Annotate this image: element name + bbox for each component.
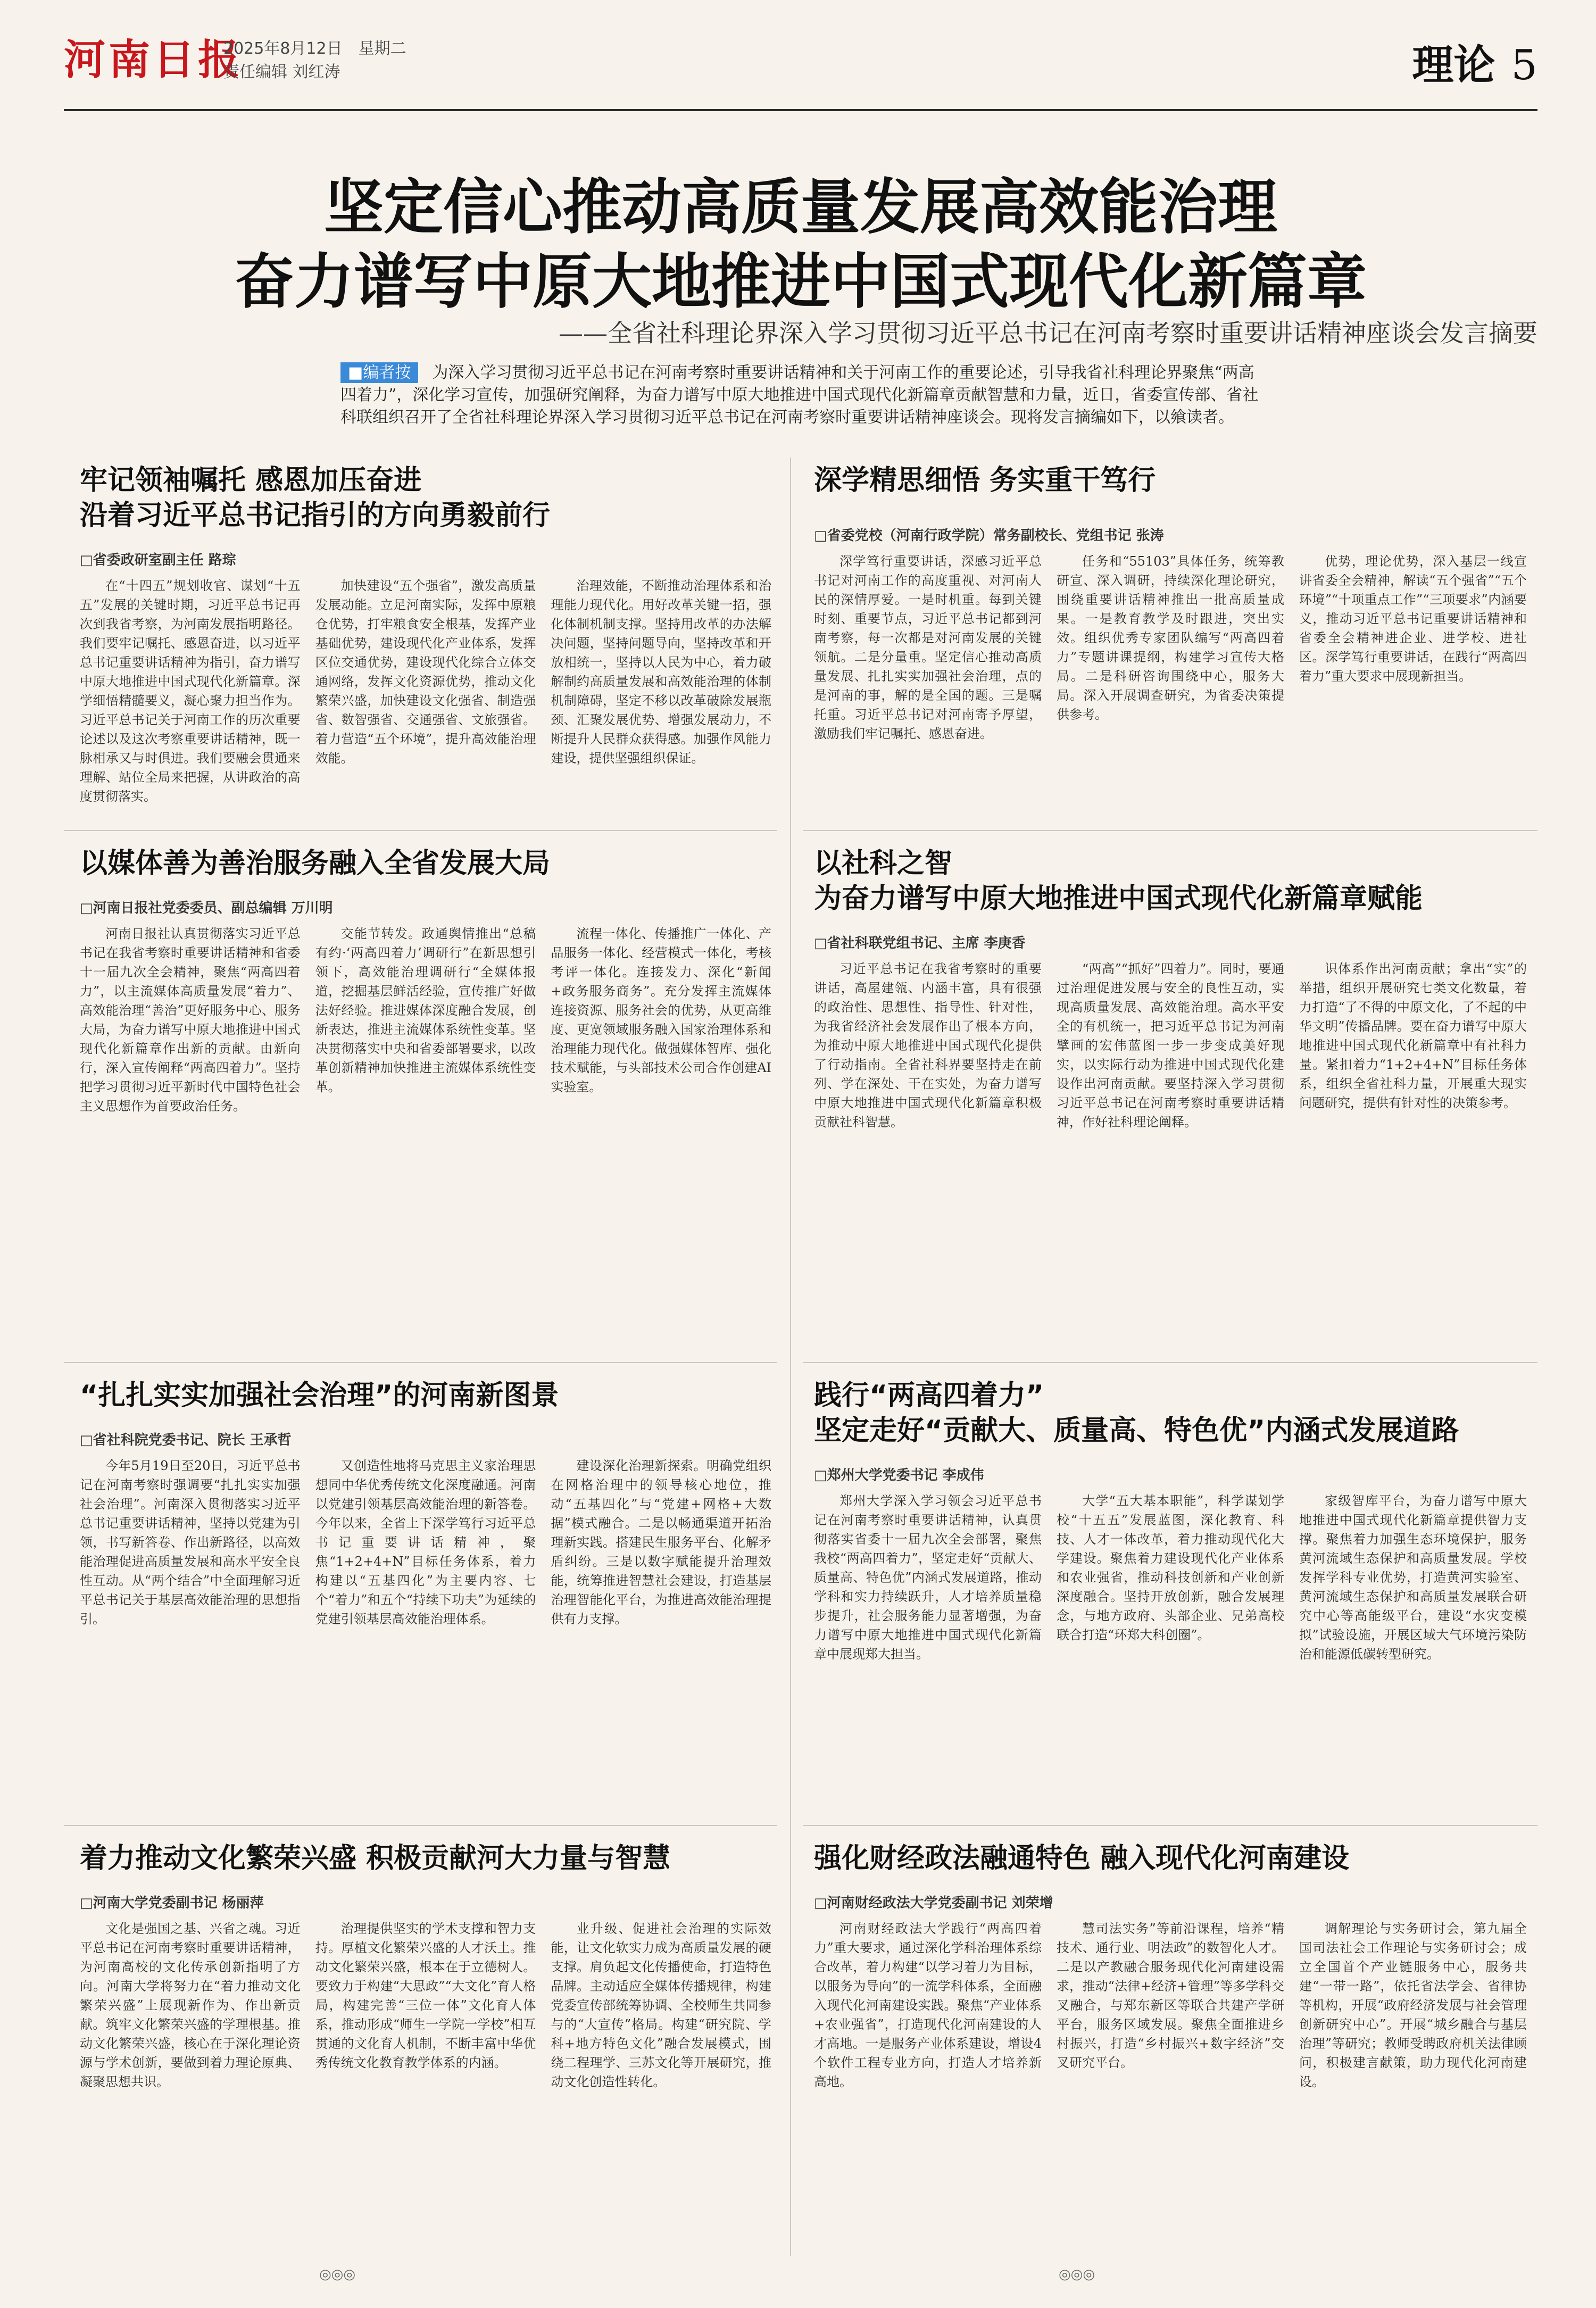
article-henan-daily <box>80 846 771 1346</box>
section-label: 理论 <box>1412 41 1495 89</box>
article-column: 在“十四五”规划收官、谋划“十五五”发展的关键时期，习近平总书记再次到我省考察，为河南发展指明路径。我们要牢记嘱托、感恩奋进，以习近平总书记重要讲话精神为指引，奋力谱写中原大地推进中国式现代化新篇章。深学细悟精髓要义，凝心聚力担当作为。习近平总书记关于河南工作的历次重要论述以及这次考察重要讲话精神，既一脉相承又与时俱进。我们要融会贯通来理解、站位全局来把握，从讲政治的高度贯彻落实。 <box>80 578 301 804</box>
article-column: 治理效能，不断推动治理体系和治理能力现代化。用好改革关键一招，强化体制机制支撑。坚持用改革的办法解决问题，坚持问题导向，坚持改革和开放相统一，坚持以人民为中心，着力破解制约高质量发展和高效能治理的体制机制障碍，坚定不移以改革破除发展瓶颈、汇聚发展优势、增强发展动力，不断提升人民群众获得感。加强作风能力建设，提供坚强组织保证。 <box>551 578 772 766</box>
newspaper-logo: 河南日报 <box>64 36 243 84</box>
article-column: 深学笃行重要讲话，深感习近平总书记对河南工作的高度重视、对河南人民的深情厚爱。一是时机重。每到关键时刻、重要节点，习近平总书记都到河南考察，每一次都是对河南发展的关键领航。二是分量重。坚定信心推动高质量发展、扎扎实实加强社会治理，点的是河南的事，解的是全国的题。三是嘱托重。习近平总书记对河南寄予厚望，激励我们牢记嘱托、感恩奋进。 <box>814 554 1042 741</box>
article-column: 又创造性地将马克思主义家治理思想同中华优秀传统文化深度融通。河南以党建引领基层高效能治理的新答卷。今年以来，全省上下深学笃行习近平总书记重要讲话精神，聚焦“1+2+4+N”目标任务体系，着力构建以“五基四化”为主要内容、七个“着力”和五个“持续下功夫”为延续的党建引领基层高效能治理体系。 <box>315 1458 536 1626</box>
issue-weekday: 星期二 <box>358 39 406 58</box>
article-column: 河南财经政法大学践行“两高四着力”重大要求，通过深化学科治理体系综合改革，着力构建“以学习着力为目标，以服务为导向”的一流学科体系，全面融入现代化河南建设实践。聚焦“产业体系+农业强省”，打造现代化河南建设的人才高地。一是服务产业体系建设，增设4个软件工程专业方向，打造人才培养新高地。 <box>814 1921 1042 2089</box>
article-title: 强化财经政法融通特色 融入现代化河南建设 <box>814 1842 1350 1874</box>
headline-line-1: 坚定信心推动高质量发展高效能治理 <box>324 173 1277 242</box>
page-number: 5 <box>1511 41 1537 89</box>
article-byline: □省委政研室副主任 路琮 <box>80 552 236 568</box>
article-column: 今年5月19日至20日，习近平总书记在河南考察时强调要“扎扎实实加强社会治理”。河南深入贯彻落实习近平总书记重要讲话精神，坚持以党建为引领，书写新答卷、作出新路径，以高效能治理促进高质量发展和高水平安全良性互动。从“两个结合”中全面理解习近平总书记关于基层高效能治理的思想指引。 <box>80 1458 301 1626</box>
article-column: 郑州大学深入学习领会习近平总书记在河南考察时重要讲话精神，认真贯彻落实省委十一届九次全会部署，聚焦我校“两高四着力”，坚定走好“贡献大、质量高、特色优”内涵式发展道路，推动学科和实力持续跃升，人才培养质量稳步提升，社会服务能力显著增强，为奋力谱写中原大地推进中国式现代化新篇章中展现郑大担当。 <box>814 1493 1042 1662</box>
headline-deck: ——全省社科理论界深入学习贯彻习近平总书记在河南考察时重要讲话精神座谈会发言摘要 <box>559 319 1537 347</box>
article-byline: □河南财经政法大学党委副书记 刘荣增 <box>814 1895 1053 1911</box>
row-divider <box>64 1362 777 1363</box>
article-column: 文化是强国之基、兴省之魂。习近平总书记在河南考察时重要讲话精神，为河南高校的文化传承创新指明了方向。河南大学将努力在“着力推动文化繁荣兴盛”上展现新作为、作出新贡献。筑牢文化繁荣兴盛的学理根基。推动文化繁荣兴盛，核心在于深化理论资源与学术创新，要做到着力理论原典、凝聚思想共识。 <box>80 1921 301 2089</box>
article-title: 以媒体善为善治服务融入全省发展大局 <box>80 848 551 879</box>
footer-ornament-right: ◎◎◎ <box>1059 2267 1095 2282</box>
article-byline: □郑州大学党委书记 李成伟 <box>814 1467 984 1483</box>
editor-note-text: 为深入学习贯彻习近平总书记在河南考察时重要讲话精神和关于河南工作的重要论述，引导我省社科理论界聚焦“两高四着力”，深化学习宣传，加强研究阐释，为奋力谱写中原大地推进中国式现代化新篇章贡献智慧和力量，近日，省委宣传部、省社科联组织召开了全省社科理论界深入学习贯彻习近平总书记在河南考察时重要讲话精神座谈会。现将发言摘编如下，以飨读者。 <box>340 363 1259 427</box>
article-zhengzhou-university <box>814 1378 1527 1814</box>
article-byline: □省社科联党组书记、主席 李庚香 <box>814 935 1026 951</box>
article-byline: □河南大学党委副书记 杨丽萍 <box>80 1895 264 1911</box>
article-byline: □省委党校（河南行政学院）常务副校长、党组书记 张涛 <box>814 528 1164 544</box>
article-column: 河南日报社认真贯彻落实习近平总书记在我省考察时重要讲话精神和省委十一届九次全会精神，聚焦“两高四着力”，以主流媒体高质量发展“着力”、高效能治理“善治”更好服务中心、服务大局，为奋力谱写中原大地推进中国式现代化新篇章作出新的贡献。由新向行，深入宣传阐释“两高四着力”。坚持把学习贯彻习近平新时代中国特色社会主义思想作为首要政治任务。 <box>80 926 301 1114</box>
responsible-editor: 责任编辑 刘红涛 <box>223 63 340 81</box>
article-byline: □省社科院党委书记、院长 王承哲 <box>80 1432 292 1448</box>
row-divider <box>803 830 1537 831</box>
page-footer <box>64 2267 1537 2288</box>
article-body <box>814 1491 1527 1795</box>
article-column: 业升级、促进社会治理的实际效能，让文化软实力成为高质量发展的硬支撑。肩负起文化传播使命，打造特色品牌。主动适应全媒体传播规律，构建党委宣传部统筹协调、全校师生共同参与的“大宣传”格局。构建“研究院、学科+地方特色文化”融合发展模式，围绕二程理学、三苏文化等开展研究，推动文化创造性转化。 <box>551 1921 772 2089</box>
masthead-rule <box>64 109 1537 111</box>
article-column: 任务和“55103”具体任务，统筹教研宣、深入调研，持续深化理论研究，围绕重要讲话精神推出一批高质量成果。一是教育教学及时跟进，突出实效。组织优秀专家团队编写“两高四着力”专题讲课提纲，构建学习宣传大格局。二是科研咨询围绕中心，服务大局。深入开展调查研究，为省委决策提供参考。 <box>1057 554 1284 722</box>
article-body <box>814 1919 1527 2238</box>
article-title: 以社科之智 为奋力谱写中原大地推进中国式现代化新篇章赋能 <box>814 848 1423 915</box>
article-body <box>80 1456 771 1797</box>
article-column: 大学“五大基本职能”，科学谋划学校“十五五”发展蓝图，深化教育、科技、人才一体改革，着力推动现代化大学建设。聚焦着力建设现代化产业体系和农业强省，推动科技创新和产业创新深度融合。坚持开放创新，融合发展理念，与地方政府、头部企业、兄弟高校联合打造“环郑大科创圈”。 <box>1057 1493 1284 1642</box>
row-divider <box>803 1825 1537 1826</box>
article-body <box>814 959 1527 1326</box>
article-column: 加快建设“五个强省”，激发高质量发展动能。立足河南实际，发挥中原粮仓优势，打牢粮食安全根基，发挥产业基础优势，建设现代化产业体系，发挥区位交通优势，建设现代化综合立体交通网络，发挥文化资源优势，推动文化繁荣兴盛，加快建设文化强省、制造强省、数智强省、交通强省、文旅强省。着力营造“五个环境”，提升高效能治理效能。 <box>315 578 536 766</box>
section-name <box>1412 32 1537 92</box>
article-column: 家级智库平台，为奋力谱写中原大地推进中国式现代化新篇章提供智力支撑。聚焦着力加强生态环境保护，服务黄河流域生态保护和高质量发展。学校发挥学科专业优势，打造黄河实验室、黄河流域生态保护和高质量发展联合研究中心等高能级平台，建设“水灾变模拟”试验设施，开展区域大气环境污染防治和能源低碳转型研究。 <box>1299 1493 1527 1662</box>
article-body <box>80 1919 771 2238</box>
article-byline: □河南日报社党委委员、副总编辑 万川明 <box>80 900 333 916</box>
article-column: 优势，理论优势，深入基层一线宣讲省委全会精神，解读“五个强省”“五个环境”“十项重点工作”“三项要求”内涵要义，推动习近平总书记重要讲话精神和省委全会精神进企业、进学校、进社区。深学笃行重要讲话，在践行“两高四着力”重大要求中展现新担当。 <box>1299 554 1527 684</box>
article-column: 调解理论与实务研讨会，第九届全国司法社会工作理论与实务研讨会；成立全国首个产业链服务中心，服务共建“一带一路”，依托省法学会、省律协等机构，开展“政府经济发展与社会管理创新研究中心”。开展“城乡融合与基层治理”等研究；教师受聘政府机关法律顾问，积极建言献策，助力现代化河南建设。 <box>1299 1921 1527 2089</box>
article-henan-university <box>80 1841 771 2256</box>
article-party-school <box>814 463 1527 814</box>
editor-note <box>340 362 1266 429</box>
center-divider <box>790 458 791 2256</box>
article-body <box>80 576 771 816</box>
article-column: 习近平总书记在我省考察时的重要讲话，高屋建瓴、内涵丰富，具有很强的政治性、思想性、指导性、针对性，为我省经济社会发展作出了根本方向，为推动中原大地推进中国式现代化提供了行动指南。全省社科界要坚持走在前列、学在深处、干在实处，为奋力谱写中原大地推进中国式现代化新篇章积极贡献社科智慧。 <box>814 961 1042 1130</box>
footer-ornament-left: ◎◎◎ <box>319 2267 356 2282</box>
article-column: 治理提供坚实的学术支撑和智力支持。厚植文化繁荣兴盛的人才沃土。推动文化繁荣兴盛，根本在于立德树人。要致力于构建“大思政”“大文化”育人格局，构建完善“三位一体”文化育人体系，推动形成“师生一学院一学校”相互贯通的文化育人机制，不断丰富中华优秀传统文化教育教学体系的内涵。 <box>315 1921 536 2070</box>
article-body <box>814 552 1527 802</box>
article-title: 着力推动文化繁荣兴盛 积极贡献河大力量与智慧 <box>80 1842 671 1874</box>
row-divider <box>64 830 777 831</box>
article-social-science-federation <box>814 846 1527 1346</box>
article-title: 践行“两高四着力” 坚定走好“贡献大、质量高、特色优”内涵式发展道路 <box>814 1380 1459 1447</box>
masthead <box>64 16 1537 112</box>
article-column: 交能节转发。政通舆情推出“总稿有约·‘两高四着力’调研行”在新思想引领下，高效能治理调研行“全媒体报道，挖掘基层鲜活经验，宣传推广好做法好经验。推进媒体深度融合发展，创新表达，推进主流媒体系统性变革。坚决贯彻落实中央和省委部署要求，以改革创新精神加快推进主流媒体系统性变革。 <box>315 926 536 1094</box>
article-title: “扎扎实实加强社会治理”的河南新图景 <box>80 1380 559 1412</box>
article-column: 流程一体化、传播推广一体化、产品服务一体化、经营模式一体化，考核考评一体化。连接发力、深化“新闻+政务服务商务”。充分发挥主流媒体连接资源、服务社会的优势，从更高维度、更宽领域服务融入国家治理体系和治理能力现代化。做强媒体智库、强化技术赋能，与头部技术公司合作创建AI实验室。 <box>551 926 772 1094</box>
article-finance-law-university <box>814 1841 1527 2256</box>
article-column: 识体系作出河南贡献；拿出“实”的举措，组织开展研究七类文化数量，着力打造“了不得的中原文化，了不起的中华文明”传播品牌。要在奋力谱写中原大地推进中国式现代化新篇章中有社科力量。紧扣着力“1+2+4+N”目标任务体系，组织全省社科力量，开展重大现实问题研究，提供有针对性的决策参考。 <box>1299 961 1527 1110</box>
issue-date: 2025年8月12日 <box>223 39 343 58</box>
editor-note-tag: ■编者按 <box>340 362 418 383</box>
article-party-policy-office <box>80 463 771 814</box>
issue-meta <box>223 37 422 84</box>
article-column: “两高”“抓好”四着力”。同时，要通过治理促进发展与安全的良性互动，实现高质量发展、高效能治理。高水平安全的有机统一，把习近平总书记为河南擘画的宏伟蓝图一步一步变成美好现实，以实际行动为推进中国式现代化建设作出河南贡献。要坚持深入学习贯彻习近平总书记在河南考察时重要讲话精神，作好社科理论阐释。 <box>1057 961 1284 1130</box>
article-body <box>80 924 771 1329</box>
article-column: 建设深化治理新探索。明确党组织在网格治理中的领导核心地位，推动“五基四化”与“党建+网格+大数据”模式融合。二是以畅通渠道开拓治理新实践。搭建民生服务平台、化解矛盾纠纷。三是以数字赋能提升治理效能，统筹推进智慧社会建设，打造基层治理智能化平台，为推进高效能治理提供有力支撑。 <box>551 1458 772 1626</box>
headline-line-2: 奋力谱写中原大地推进中国式现代化新篇章 <box>235 247 1367 317</box>
article-column: 慧司法实务”等前沿课程，培养“精技术、通行业、明法政”的数智化人才。二是以产教融合服务现代化河南建设需求，推动“法律+经济+管理”等多学科交叉融合，与郑东新区等联合共建产学研平台，服务区域发展。聚焦全面推进乡村振兴，打造“乡村振兴+数字经济”交叉研究平台。 <box>1057 1921 1284 2070</box>
article-academy-social-sciences <box>80 1378 771 1814</box>
row-divider <box>803 1362 1537 1363</box>
article-title: 深学精思细悟 务实重干笃行 <box>814 464 1156 496</box>
article-title: 牢记领袖嘱托 感恩加压奋进 沿着习近平总书记指引的方向勇毅前行 <box>80 464 551 532</box>
row-divider <box>64 1825 777 1826</box>
